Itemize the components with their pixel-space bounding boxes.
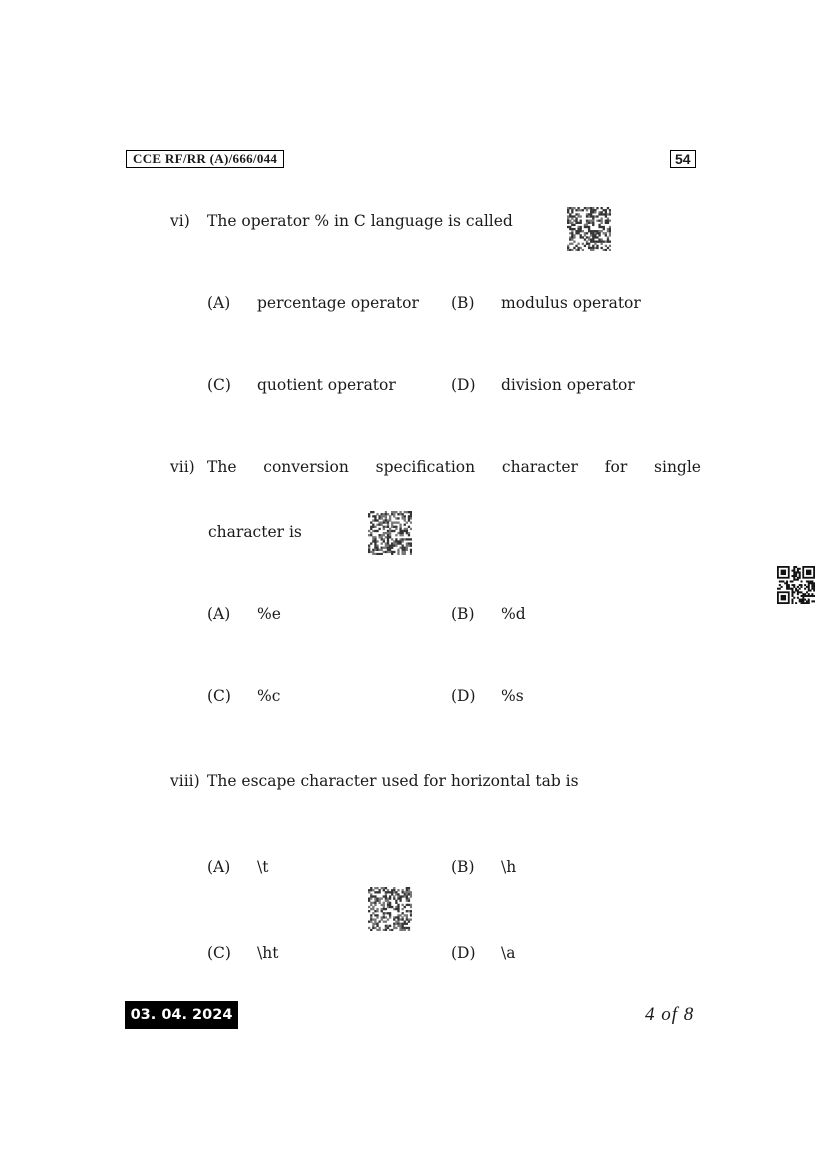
- paper-code: CCE RF/RR (A)/666/044: [126, 150, 284, 168]
- option-text: division operator: [501, 376, 635, 394]
- qr-code-icon: [368, 887, 412, 931]
- option-text: \a: [501, 944, 516, 962]
- question-text: The operator % in C language is called: [207, 212, 513, 230]
- option-text: quotient operator: [257, 376, 396, 394]
- option-letter: (A): [207, 605, 231, 623]
- set-number: 54: [670, 150, 696, 168]
- option-letter: (D): [451, 944, 476, 962]
- option-text: percentage operator: [257, 294, 419, 312]
- option-text: %d: [501, 605, 526, 623]
- question-number: vi): [170, 212, 190, 230]
- option-text: \h: [501, 858, 517, 876]
- qr-code-icon: [368, 511, 412, 555]
- option-letter: (D): [451, 687, 476, 705]
- option-letter: (C): [207, 376, 231, 394]
- question-word: for: [604, 458, 628, 476]
- option-text: %s: [501, 687, 524, 705]
- question-word: specification: [375, 458, 476, 476]
- question-text: [207, 458, 701, 478]
- qr-code-icon: [567, 207, 611, 251]
- question-text: The escape character used for horizontal tab is: [207, 772, 579, 790]
- option-letter: (A): [207, 294, 231, 312]
- question-text-continued: character is: [208, 523, 302, 541]
- option-letter: (C): [207, 944, 231, 962]
- option-letter: (A): [207, 858, 231, 876]
- option-letter: (D): [451, 376, 476, 394]
- question-number: vii): [170, 458, 195, 476]
- page-indicator: 4 of 8: [645, 1004, 695, 1025]
- option-letter: (B): [451, 294, 475, 312]
- question-number: viii): [170, 772, 200, 790]
- option-letter: (B): [451, 858, 475, 876]
- qr-code-icon: [777, 566, 815, 604]
- option-text: modulus operator: [501, 294, 641, 312]
- exam-date-badge: 03. 04. 2024: [125, 1001, 238, 1029]
- option-text: \ht: [257, 944, 279, 962]
- option-text: %c: [257, 687, 281, 705]
- option-text: %e: [257, 605, 281, 623]
- question-word: conversion: [263, 458, 349, 476]
- question-word: The: [207, 458, 237, 476]
- question-word: character: [501, 458, 578, 476]
- question-word: single: [654, 458, 701, 476]
- option-letter: (C): [207, 687, 231, 705]
- option-text: \t: [257, 858, 269, 876]
- option-letter: (B): [451, 605, 475, 623]
